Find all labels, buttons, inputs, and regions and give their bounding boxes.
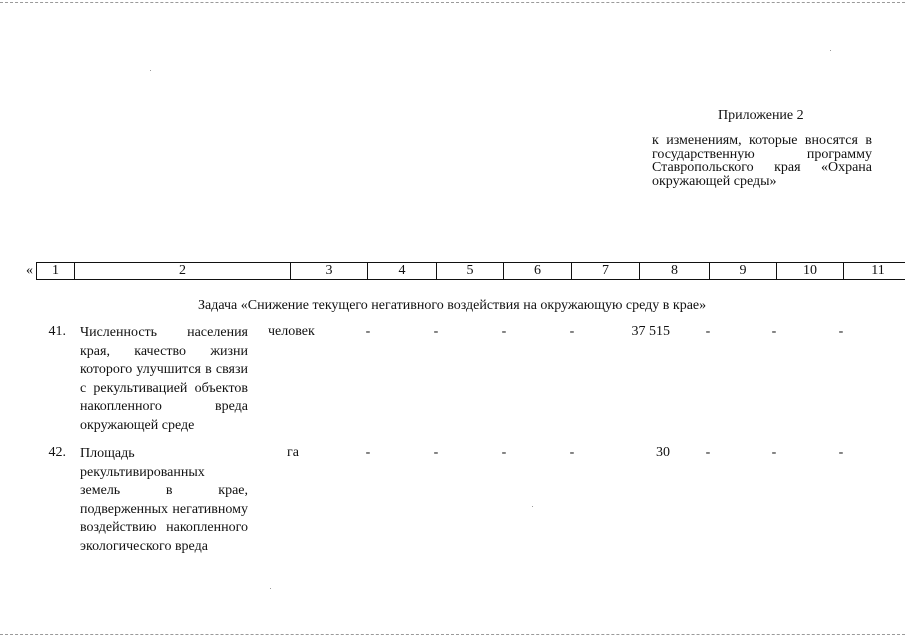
row-unit: га	[287, 445, 299, 460]
row-value: -	[569, 324, 575, 339]
scan-speck	[830, 50, 831, 51]
table-open-quote: «	[26, 263, 33, 278]
row-value: -	[501, 324, 507, 339]
column-number: 8	[640, 263, 710, 280]
row-number: 41.	[48, 324, 66, 339]
row-value: -	[433, 445, 439, 460]
column-number: 3	[291, 263, 368, 280]
scan-edge-top	[0, 2, 905, 3]
row-value: -	[365, 324, 371, 339]
scan-speck	[532, 506, 533, 507]
appendix-description: к изменениям, которые вносятся в государственную программу Ставропольского края «Охрана окружающей среды»	[652, 133, 872, 189]
task-heading: Задача «Снижение текущего негативного воздействия на окружающую среду в крае»	[198, 298, 707, 313]
scan-speck	[150, 70, 151, 71]
column-number: 4	[368, 263, 437, 280]
column-number: 11	[844, 263, 905, 280]
row-value: -	[705, 324, 711, 339]
row-value: -	[771, 324, 777, 339]
column-number: 1	[37, 263, 75, 280]
row-value: 37 515	[631, 324, 670, 339]
column-number: 5	[437, 263, 504, 280]
scan-edge-bottom	[0, 634, 905, 635]
row-value: -	[838, 445, 844, 460]
column-number: 2	[75, 263, 291, 280]
column-number: 6	[504, 263, 572, 280]
scan-speck	[270, 588, 271, 589]
column-number: 7	[572, 263, 640, 280]
row-value: -	[569, 445, 575, 460]
row-unit: человек	[268, 324, 315, 339]
row-value: -	[365, 445, 371, 460]
row-description: Площадь рекультивированных земель в крае, подверженных негативному воздействию накопленного экологического вреда	[80, 446, 248, 554]
row-number: 42.	[48, 445, 66, 460]
row-description: Численность населения края, качество жизни которого улучшится в связи с рекультивацией объектов накопленного вреда окружающей среде	[80, 325, 248, 433]
row-value: 30	[656, 445, 670, 460]
appendix-title: Приложение 2	[718, 108, 804, 123]
row-value: -	[705, 445, 711, 460]
column-number-header	[36, 262, 905, 280]
row-value: -	[771, 445, 777, 460]
row-value: -	[433, 324, 439, 339]
column-number: 9	[710, 263, 777, 280]
column-number: 10	[777, 263, 844, 280]
row-value: -	[501, 445, 507, 460]
row-value: -	[838, 324, 844, 339]
